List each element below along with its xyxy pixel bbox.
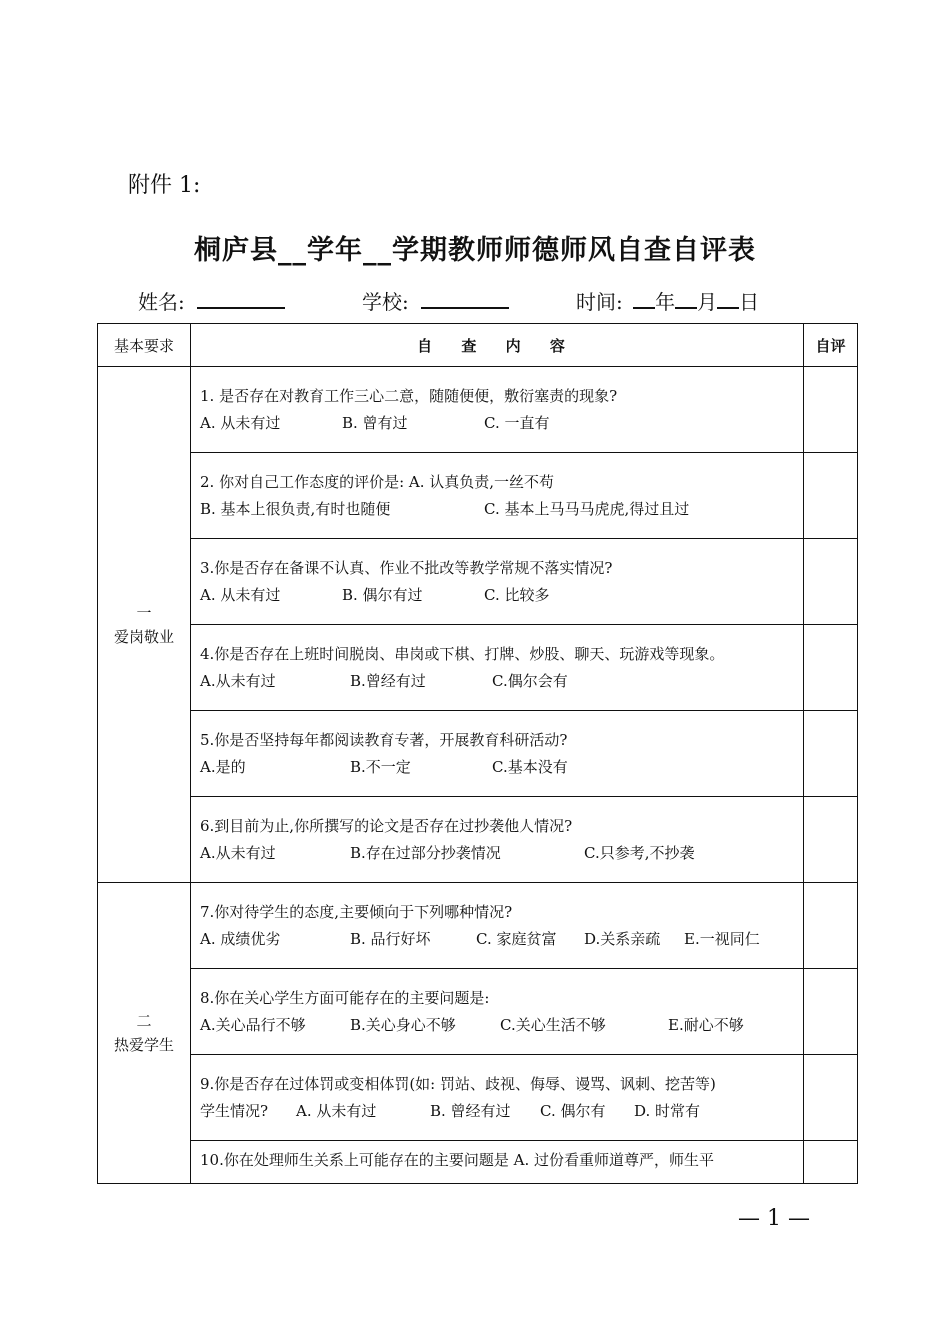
option: C.只参考,不抄袭	[584, 843, 695, 862]
question-cell	[191, 797, 804, 883]
table-row	[98, 625, 858, 711]
question-text: 5.你是否坚持每年都阅读教育专著，开展教育科研活动?	[200, 730, 568, 749]
group-cell-1	[98, 367, 191, 883]
table-row	[98, 1141, 858, 1184]
option: C.偶尔会有	[492, 671, 568, 690]
question-options	[200, 754, 803, 781]
table-row	[98, 969, 858, 1055]
option: B.关心身心不够	[350, 1015, 456, 1034]
year-label: 年	[655, 290, 676, 314]
self-rating-cell[interactable]	[804, 797, 858, 883]
option: B. 曾有过	[342, 413, 408, 432]
question-cell	[191, 453, 804, 539]
question-cell	[191, 883, 804, 969]
option: D.关系亲疏	[584, 929, 661, 948]
day-label: 日	[739, 290, 760, 314]
question-cell	[191, 625, 804, 711]
option: B. 偶尔有过	[342, 585, 423, 604]
self-rating-cell[interactable]	[804, 1055, 858, 1141]
question-options	[200, 496, 803, 523]
self-rating-cell[interactable]	[804, 539, 858, 625]
question-cell	[191, 969, 804, 1055]
option: A. 从未有过	[200, 585, 281, 604]
option: A.从未有过	[200, 671, 276, 690]
header-self-rating: 自评	[804, 324, 858, 367]
question-text: 3.你是否存在备课不认真、作业不批改等教学常规不落实情况?	[200, 558, 613, 577]
table-row	[98, 883, 858, 969]
option: C. 一直有	[484, 413, 550, 432]
day-blank	[717, 289, 739, 309]
question-options	[200, 410, 803, 437]
group-number: 一	[136, 603, 152, 622]
self-rating-cell[interactable]	[804, 367, 858, 453]
option: C.关心生活不够	[500, 1015, 606, 1034]
option: B.存在过部分抄袭情况	[350, 843, 501, 862]
option: E.一视同仁	[684, 929, 760, 948]
header-self-check-content: 自 查 内 容	[191, 324, 804, 367]
question-cell	[191, 1141, 804, 1184]
table-row	[98, 711, 858, 797]
page-title: 桐庐县__学年__学期教师师德师风自查自评表	[194, 235, 756, 266]
question-options	[200, 582, 803, 609]
option: B. 曾经有过	[430, 1101, 511, 1120]
school-blank	[421, 289, 509, 309]
question-options	[200, 926, 803, 953]
option: C. 比较多	[484, 585, 550, 604]
option: C. 偶尔有	[540, 1101, 606, 1120]
question-cell	[191, 367, 804, 453]
option: C. 基本上马马马虎虎,得过且过	[484, 499, 690, 518]
option: A. 从未有过	[200, 413, 281, 432]
name-label: 姓名:	[138, 290, 185, 314]
group-name: 爱岗敬业	[113, 627, 174, 646]
question-cell	[191, 711, 804, 797]
self-rating-cell[interactable]	[804, 625, 858, 711]
self-rating-cell[interactable]	[804, 969, 858, 1055]
option: A.是的	[200, 757, 246, 776]
question-options	[200, 1098, 803, 1125]
attachment-label: 附件 1:	[128, 173, 201, 198]
self-rating-cell[interactable]	[804, 1141, 858, 1184]
option: B. 基本上很负责,有时也随便	[200, 499, 391, 518]
question-cell	[191, 539, 804, 625]
month-label: 月	[697, 290, 718, 314]
table-row	[98, 797, 858, 883]
option: D. 时常有	[634, 1101, 701, 1120]
question-options	[200, 1012, 803, 1039]
question-options	[200, 840, 803, 867]
option: 学生情况?	[200, 1101, 269, 1120]
table-row	[98, 367, 858, 453]
option: C. 家庭贫富	[476, 929, 557, 948]
question-text: 6.到目前为止,你所撰写的论文是否存在过抄袭他人情况?	[200, 816, 573, 835]
page-number: — 1 —	[738, 1206, 810, 1231]
year-blank	[633, 289, 655, 309]
group-name: 热爱学生	[113, 1036, 174, 1054]
self-rating-cell[interactable]	[804, 453, 858, 539]
question-text: 9.你是否存在过体罚或变相体罚(如: 罚站、歧视、侮辱、谩骂、讽刺、挖苦等)	[200, 1074, 716, 1093]
question-text: 4.你是否存在上班时间脱岗、串岗或下棋、打牌、炒股、聊天、玩游戏等现象。	[200, 644, 725, 663]
question-text: 8.你在关心学生方面可能存在的主要问题是:	[200, 988, 490, 1007]
header-basic-requirement: 基本要求	[98, 324, 191, 367]
month-blank	[675, 289, 697, 309]
table-row	[98, 453, 858, 539]
option: B.曾经有过	[350, 671, 426, 690]
question-options	[200, 668, 803, 695]
question-text: 10.你在处理师生关系上可能存在的主要问题是 A. 过份看重师道尊严，师生平	[200, 1151, 714, 1169]
school-label: 学校:	[362, 290, 409, 314]
self-check-table	[97, 323, 858, 1184]
table-row	[98, 1055, 858, 1141]
option: A.关心品行不够	[200, 1015, 306, 1034]
option: B.不一定	[350, 757, 411, 776]
question-text: 1. 是否存在对教育工作三心二意，随随便便，敷衍塞责的现象?	[200, 386, 618, 405]
self-rating-cell[interactable]	[804, 711, 858, 797]
option: A.从未有过	[200, 843, 276, 862]
group-number: 二	[136, 1012, 152, 1030]
question-text: 2. 你对自己工作态度的评价是: A. 认真负责,一丝不苟	[200, 472, 555, 491]
self-rating-cell[interactable]	[804, 883, 858, 969]
question-text: 7.你对待学生的态度,主要倾向于下列哪种情况?	[200, 902, 513, 921]
option: B. 品行好坏	[350, 929, 431, 948]
time-field	[576, 286, 759, 315]
name-field	[138, 286, 285, 315]
group-cell-2	[98, 883, 191, 1184]
table-header-row	[98, 324, 858, 367]
option: E.耐心不够	[668, 1015, 744, 1034]
school-field	[362, 286, 509, 315]
time-label: 时间:	[576, 290, 623, 314]
option: A. 成绩优劣	[200, 929, 281, 948]
option: C.基本没有	[492, 757, 568, 776]
table-row	[98, 539, 858, 625]
option: A. 从未有过	[296, 1101, 377, 1120]
question-cell	[191, 1055, 804, 1141]
name-blank	[197, 289, 285, 309]
